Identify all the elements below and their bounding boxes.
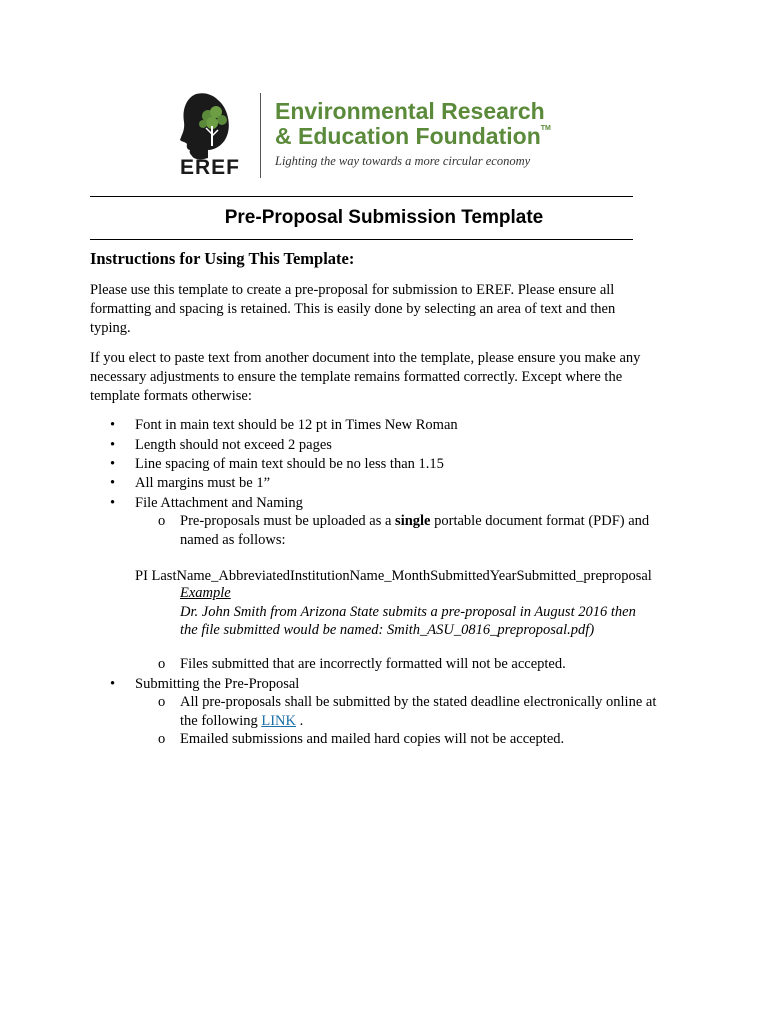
logo-divider [260,93,261,178]
logo-title-line1: Environmental Research [275,98,545,124]
logo-acronym: EREF [180,156,241,179]
sub-item-upload [180,512,649,531]
list-item: Submitting the Pre-Proposal [135,676,300,692]
submission-link[interactable]: LINK [261,713,296,729]
title-bottom-rule [90,239,633,240]
sub-item-submit-online-line2 [180,712,303,731]
instructions-heading: Instructions for Using This Template: [90,249,355,268]
title-top-rule [90,196,633,197]
para2-line3: template formats otherwise: [90,388,252,404]
sub-item-link-suffix: . [296,713,304,729]
logo-trademark: TM [540,125,551,132]
bullet-marker: • [110,676,116,692]
document-title: Pre-Proposal Submission Template [224,207,544,228]
list-item: All margins must be 1” [135,475,271,491]
logo-title-line2-text: & Education Foundation [275,123,541,149]
list-item: Font in main text should be 12 pt in Times New Roman [135,417,458,433]
logo-title-line2 [275,125,551,148]
bullet-marker: • [110,437,116,453]
bullet-marker: • [110,495,116,511]
sub-bullet-marker: o [158,513,166,529]
logo-tagline: Lighting the way towards a more circular economy [275,154,531,168]
naming-pattern: PI LastName_AbbreviatedInstitutionName_MonthSubmittedYearSubmitted_preproposal [135,568,652,584]
list-item: Line spacing of main text should be no less than 1.15 [135,456,444,472]
sub-item-incorrect-format: Files submitted that are incorrectly formatted will not be accepted. [180,656,566,672]
sub-bullet-marker: o [158,694,166,710]
sub-bullet-marker: o [158,731,166,747]
sub-item-upload-text: Pre-proposals must be uploaded as a [180,513,396,529]
example-line2: the file submitted would be named: Smith_ASU_0816_preproposal.pdf) [180,622,595,638]
sub-item-link-prefix: the following [180,713,262,729]
sub-item-upload-line2: named as follows: [180,532,286,548]
para2-line1: If you elect to paste text from another document into the template, please ensure you make any [90,350,641,366]
list-item: File Attachment and Naming [135,495,303,511]
example-line1: Dr. John Smith from Arizona State submits a pre-proposal in August 2016 then [180,604,636,620]
bullet-marker: • [110,417,116,433]
eref-logo [178,90,590,182]
sub-item-submit-online: All pre-proposals shall be submitted by the stated deadline electronically online at [180,694,657,710]
para1-line1: Please use this template to create a pre-proposal for submission to EREF. Please ensure all [90,282,615,298]
example-label: Example [180,585,231,601]
para1-line3: typing. [90,320,131,336]
sub-item-upload-text-after: portable document format (PDF) and [430,513,650,529]
sub-bullet-marker: o [158,656,166,672]
bullet-marker: • [110,475,116,491]
para1-line2: formatting and spacing is retained. This is easily done by selecting an area of text and then [90,301,616,317]
sub-item-no-email: Emailed submissions and mailed hard copies will not be accepted. [180,731,565,747]
list-item: Length should not exceed 2 pages [135,437,332,453]
sub-item-upload-bold: single [395,513,431,529]
para2-line2: necessary adjustments to ensure the template remains formatted correctly. Except where the [90,369,623,385]
bullet-marker: • [110,456,116,472]
